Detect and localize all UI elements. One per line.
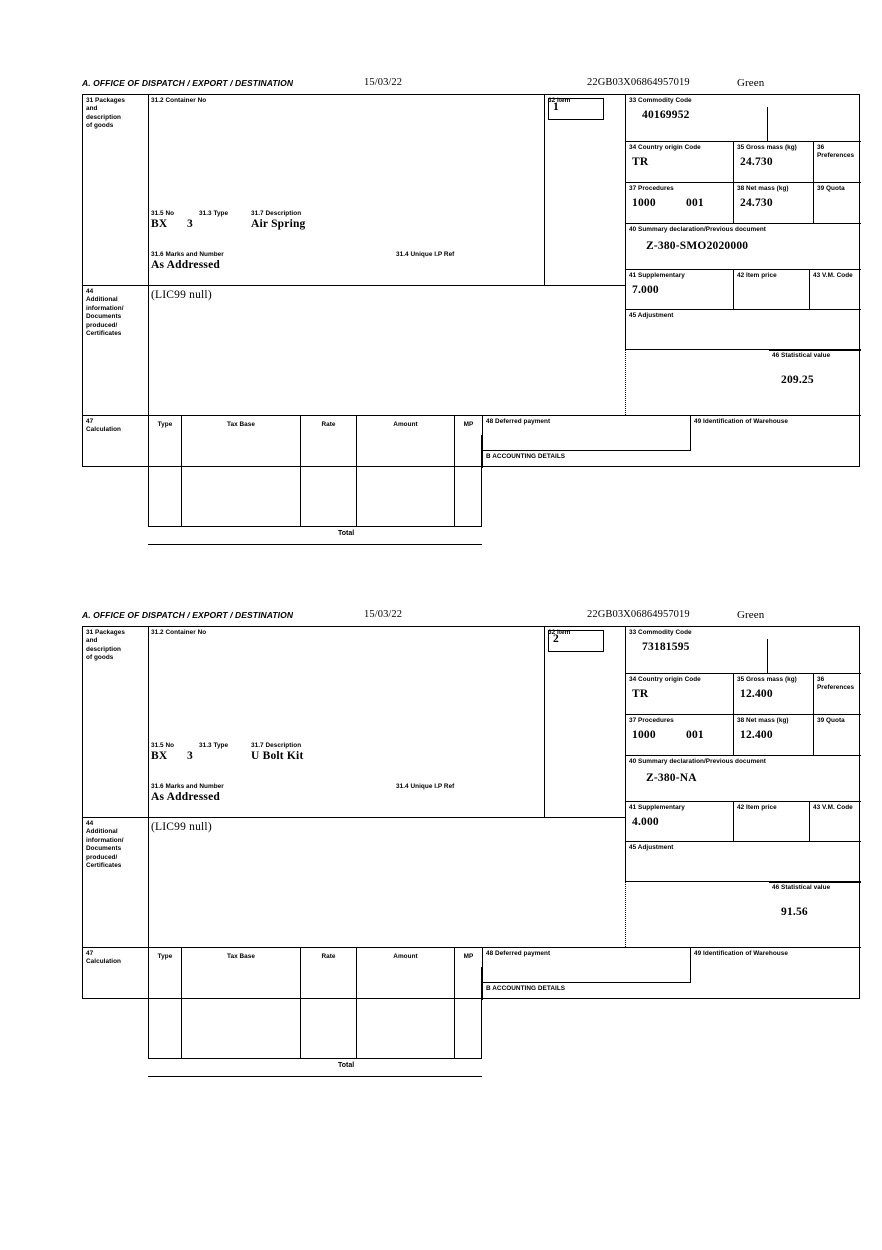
supplementary-value: 7.000 (632, 284, 659, 296)
box-43-label: 43 V.M. Code (813, 272, 853, 279)
box-49-label: 49 Identification of Warehouse (694, 418, 788, 425)
routing-lane: Green (737, 77, 765, 89)
item-number-value-2: 2 (553, 633, 559, 645)
calc-col-taxbase-header-2: Tax Base (181, 947, 300, 967)
movement-reference-number-2: 22GB03X06864957019 (587, 609, 690, 620)
box-32-item (544, 95, 625, 285)
calc-cell-amount (356, 435, 454, 527)
box-48-label: 48 Deferred payment (486, 418, 551, 425)
box-31-label-l3: description (86, 113, 121, 121)
box-39-label: 39 Quota (817, 185, 845, 192)
box-47-label (83, 415, 148, 468)
box-44-label-l4: Documents (86, 313, 122, 321)
box-48-label-2: 48 Deferred payment (486, 950, 551, 957)
box-49-warehouse-2 (690, 947, 861, 983)
calc-col-type-header: Type (148, 415, 181, 435)
box-44-label-2-l4: Documents (86, 845, 122, 853)
packages-type-value-2: 3 (187, 750, 193, 762)
box-44-label (83, 285, 148, 415)
procedure-code-2: 001 (686, 197, 704, 209)
office-of-dispatch-label: A. OFFICE OF DISPATCH / EXPORT / DESTINATION (82, 78, 294, 88)
box-47-label-l2: Calculation (86, 426, 121, 434)
box-35-label: 35 Gross mass (kg) (737, 144, 797, 151)
box-44-label-2-l1: 44 (86, 820, 94, 827)
previous-document-value: Z-380-SMO2020000 (646, 240, 749, 252)
procedure-code-1-2: 1000 (632, 729, 656, 741)
net-mass-value-2: 12.400 (740, 729, 773, 741)
box-38-label-2: 38 Net mass (kg) (737, 717, 789, 724)
box-38-net-mass (733, 183, 813, 224)
statistical-value-2: 91.56 (781, 906, 808, 918)
box-32-item-2 (544, 627, 625, 817)
box-44-label-2-l3: information/ (86, 836, 124, 844)
box-46-dotted-divider-2 (625, 882, 626, 947)
gross-mass-value-2: 12.400 (740, 688, 773, 700)
box-44-label-l1: 44 (86, 288, 94, 295)
box-b-label-2: B ACCOUNTING DETAILS (486, 985, 566, 992)
box-b-accounting-details-2 (482, 983, 861, 1000)
calc-col-rate-header: Rate (300, 415, 356, 435)
form-header (82, 78, 862, 94)
commodity-code-value-2: 73181595 (642, 641, 690, 653)
calc-total-row (148, 527, 482, 545)
calc-cell-type (148, 435, 181, 527)
box-40-previous-document-2 (625, 756, 861, 802)
item-number-box-2 (548, 630, 604, 652)
box-33-label: 33 Commodity Code (629, 97, 692, 104)
net-mass-value: 24.730 (740, 197, 773, 209)
declaration-date: 15/03/22 (364, 77, 403, 88)
box-36-label-2: 36 Preferences (817, 676, 855, 692)
box-31-5-label-2: 31.5 No (151, 742, 175, 749)
box-b-label: B ACCOUNTING DETAILS (486, 453, 566, 460)
commodity-code-divider-2 (767, 639, 768, 674)
box-37-label-2: 37 Procedures (629, 717, 674, 724)
box-34-country-origin-2 (625, 674, 733, 715)
calc-col-taxbase-header: Tax Base (181, 415, 300, 435)
item-number-value: 1 (553, 101, 559, 113)
box-48-deferred-payment-2 (482, 947, 690, 983)
box-33-commodity-code (625, 95, 861, 142)
packages-description-value: Air Spring (251, 218, 306, 230)
box-47-label-l1: 47 (86, 418, 94, 425)
declaration-form-item-2 (82, 609, 862, 1069)
box-45-adjustment-2 (625, 842, 861, 882)
box-44-label-2 (83, 817, 148, 947)
box-46-label-2: 46 Statistical value (772, 884, 831, 891)
box-33-label-2: 33 Commodity Code (629, 629, 692, 636)
marks-and-number-value-2: As Addressed (151, 791, 220, 803)
calc-col-amount-header-2: Amount (356, 947, 454, 967)
box-33-commodity-code-2 (625, 627, 861, 674)
box-48-deferred-payment (482, 415, 690, 451)
box-46-statistical-value-2 (769, 882, 861, 947)
box-31-6-label-2: 31.6 Marks and Number (151, 783, 224, 790)
box-47-label-2-l1: 47 (86, 950, 94, 957)
box-40-label: 40 Summary declaration/Previous document (629, 226, 766, 233)
box-38-net-mass-2 (733, 715, 813, 756)
box-31-label-2-l1: 31 Packages (86, 629, 125, 636)
box-31-4-label: 31.4 Unique I.P Ref (396, 251, 455, 258)
box-49-label-2: 49 Identification of Warehouse (694, 950, 788, 957)
box-31-5-label: 31.5 No (151, 210, 175, 217)
box-31-label-l4: of goods (86, 122, 114, 130)
declaration-form-item-1 (82, 77, 862, 537)
packages-no-value: BX (151, 218, 168, 230)
box-42-item-price-2 (733, 802, 809, 842)
calc-total-label-2: Total (338, 1062, 355, 1069)
commodity-code-divider (767, 107, 768, 142)
box-46-statistical-value (769, 350, 861, 415)
box-31-label-2-l4: of goods (86, 654, 114, 662)
calc-col-type-header-2: Type (148, 947, 181, 967)
box-31-label-2-l3: description (86, 645, 121, 653)
marks-and-number-value: As Addressed (151, 259, 220, 271)
calc-cell-mp-2 (454, 967, 482, 1059)
box-42-label: 42 Item price (737, 272, 777, 279)
form-body-2 (82, 626, 860, 1069)
country-origin-value: TR (632, 156, 649, 168)
box-38-label: 38 Net mass (kg) (737, 185, 789, 192)
box-31-7-label-2: 31.7 Description (251, 742, 302, 749)
box-47-label-2 (83, 947, 148, 1000)
box-43-vm-code (809, 270, 861, 310)
procedure-code-2-2: 001 (686, 729, 704, 741)
calc-col-rate-header-2: Rate (300, 947, 356, 967)
box-40-label-2: 40 Summary declaration/Previous document (629, 758, 766, 765)
box-31-label-2 (83, 627, 148, 817)
box-37-procedures-2 (625, 715, 733, 756)
box-44-label-2-l2: Additional (86, 828, 118, 836)
calc-grid (148, 435, 482, 527)
box-44-label-l6: Certificates (86, 330, 122, 338)
box-47-label-2-l2: Calculation (86, 958, 121, 966)
packages-type-value: 3 (187, 218, 193, 230)
form-header-2 (82, 610, 862, 626)
box-31-2-label-2: 31.2 Container No (151, 629, 207, 636)
gross-mass-value: 24.730 (740, 156, 773, 168)
additional-information-value: (LIC99 null) (151, 289, 212, 301)
box-44-label-l3: information/ (86, 304, 124, 312)
box-35-gross-mass (733, 142, 813, 183)
box-31-label-l1: 31 Packages (86, 97, 125, 104)
additional-information-value-2: (LIC99 null) (151, 821, 212, 833)
box-41-label-2: 41 Supplementary (629, 804, 685, 811)
box-41-supplementary (625, 270, 733, 310)
declaration-date-2: 15/03/22 (364, 609, 403, 620)
box-39-quota (813, 183, 861, 224)
box-32-label: 32 Item (548, 97, 571, 104)
box-31-4-label-2: 31.4 Unique I.P Ref (396, 783, 455, 790)
box-31-label-2-l2: and (86, 637, 98, 645)
box-44-additional-information (148, 285, 625, 415)
movement-reference-number: 22GB03X06864957019 (587, 77, 690, 88)
box-44-label-l2: Additional (86, 296, 118, 304)
box-36-preferences-2 (813, 674, 861, 715)
box-49-warehouse (690, 415, 861, 451)
box-39-label-2: 39 Quota (817, 717, 845, 724)
box-44-label-2-l5: produced/ (86, 853, 118, 861)
box-46-label: 46 Statistical value (772, 352, 831, 359)
calc-cell-rate-2 (300, 967, 356, 1059)
calc-cell-taxbase (181, 435, 300, 527)
office-of-dispatch-label-2: A. OFFICE OF DISPATCH / EXPORT / DESTINATION (82, 610, 294, 620)
box-31-6-label: 31.6 Marks and Number (151, 251, 224, 258)
box-35-label-2: 35 Gross mass (kg) (737, 676, 797, 683)
supplementary-value-2: 4.000 (632, 816, 659, 828)
box-44-label-2-l6: Certificates (86, 862, 122, 870)
calc-col-mp-header-2: MP (454, 947, 482, 967)
calc-col-amount-header: Amount (356, 415, 454, 435)
box-31-7-label: 31.7 Description (251, 210, 302, 217)
box-31-2-label: 31.2 Container No (151, 97, 207, 104)
box-37-procedures (625, 183, 733, 224)
box-31-label-l2: and (86, 105, 98, 113)
box-34-label-2: 34 Country origin Code (629, 676, 701, 683)
commodity-code-value: 40169952 (642, 109, 690, 121)
box-37-label: 37 Procedures (629, 185, 674, 192)
procedure-code-1: 1000 (632, 197, 656, 209)
box-43-label-2: 43 V.M. Code (813, 804, 853, 811)
packages-no-value-2: BX (151, 750, 168, 762)
calc-cell-rate (300, 435, 356, 527)
statistical-value: 209.25 (781, 374, 814, 386)
routing-lane-2: Green (737, 609, 765, 621)
box-35-gross-mass-2 (733, 674, 813, 715)
item-number-box (548, 98, 604, 120)
box-36-label: 36 Preferences (817, 144, 855, 160)
previous-document-value-2: Z-380-NA (646, 772, 697, 784)
box-32-label-2: 32 Item (548, 629, 571, 636)
box-36-preferences (813, 142, 861, 183)
box-39-quota-2 (813, 715, 861, 756)
box-43-vm-code-2 (809, 802, 861, 842)
country-origin-value-2: TR (632, 688, 649, 700)
packages-description-value-2: U Bolt Kit (251, 750, 304, 762)
box-40-previous-document (625, 224, 861, 270)
calc-cell-type-2 (148, 967, 181, 1059)
box-41-label: 41 Supplementary (629, 272, 685, 279)
box-42-label-2: 42 Item price (737, 804, 777, 811)
box-31-2-container-no-2 (148, 627, 544, 817)
calc-cell-taxbase-2 (181, 967, 300, 1059)
box-31-3-label: 31.3 Type (199, 210, 229, 217)
box-45-adjustment (625, 310, 861, 350)
calc-total-label: Total (338, 530, 355, 537)
box-45-label: 45 Adjustment (629, 312, 674, 319)
calc-total-row-2 (148, 1059, 482, 1077)
box-46-dotted-divider (625, 350, 626, 415)
box-31-3-label-2: 31.3 Type (199, 742, 229, 749)
box-31-2-container-no (148, 95, 544, 285)
form-body (82, 94, 860, 537)
calc-col-mp-header: MP (454, 415, 482, 435)
calc-cell-amount-2 (356, 967, 454, 1059)
box-45-label-2: 45 Adjustment (629, 844, 674, 851)
box-34-country-origin (625, 142, 733, 183)
box-31-label (83, 95, 148, 285)
box-44-label-l5: produced/ (86, 321, 118, 329)
box-41-supplementary-2 (625, 802, 733, 842)
box-b-accounting-details (482, 451, 861, 468)
box-42-item-price (733, 270, 809, 310)
calc-cell-mp (454, 435, 482, 527)
box-44-additional-information-2 (148, 817, 625, 947)
calc-grid-2 (148, 967, 482, 1059)
box-34-label: 34 Country origin Code (629, 144, 701, 151)
